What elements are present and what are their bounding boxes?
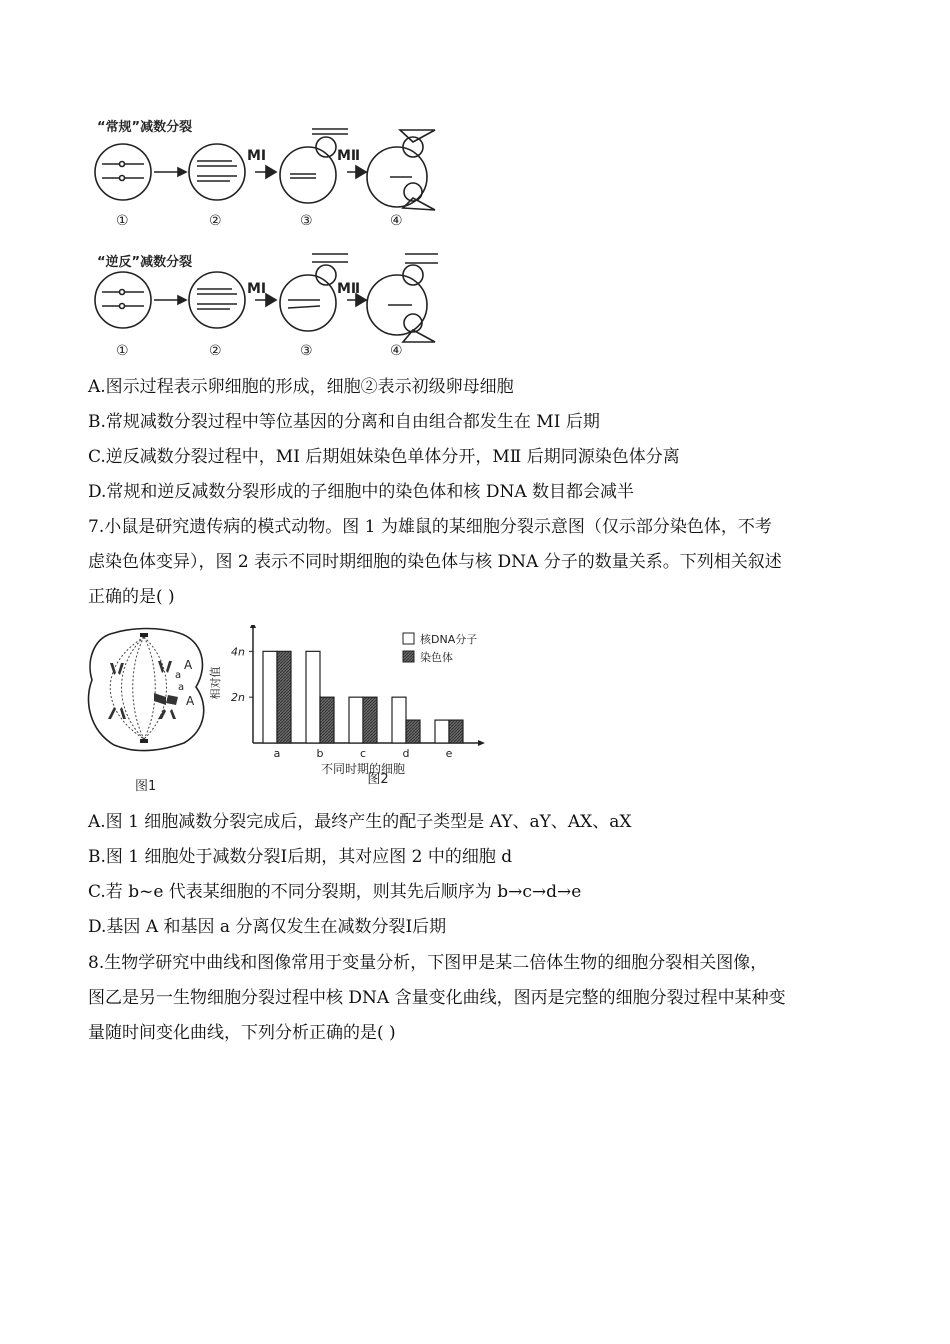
fig2-bar-chart [205, 625, 505, 795]
q8-stem-line-1: 8.生物学研究中曲线和图像常用于变量分析，下图甲是某二倍体生物的细胞分裂相关图像， [88, 953, 768, 973]
regular-label-3: ③ [300, 213, 313, 229]
bar-dna [263, 651, 277, 743]
regular-cell-1 [95, 144, 151, 200]
fig1-gene-label-A-top: A [184, 658, 193, 672]
reverse-meiosis-title: “逆反”减数分裂 [97, 255, 193, 270]
y-tick-label: 2n [231, 691, 245, 705]
regular-cell-3 [280, 147, 336, 203]
y-axis-label: 相对值 [209, 666, 222, 700]
bar-chromosome [406, 720, 420, 743]
bar-dna [306, 651, 320, 743]
x-tick-label: b [316, 747, 324, 760]
fig1-cell-division [84, 625, 209, 755]
x-axis-label: 不同时期的细胞 [320, 762, 406, 776]
regular-mi-label: MⅠ [247, 148, 267, 164]
regular-meiosis-title: “常规”减数分裂 [97, 120, 193, 135]
y-axis-arrow [250, 625, 256, 628]
y-tick-label: 4n [231, 645, 245, 659]
bar-dna [349, 697, 363, 743]
legend-swatch [403, 633, 414, 644]
x-tick-label: e [445, 747, 453, 760]
q6-option-c: C.逆反减数分裂过程中，MI 后期姐妹染色单体分开，MⅡ 后期同源染色体分离 [88, 447, 680, 467]
x-tick-label: c [359, 747, 367, 760]
regular-cell-2 [189, 144, 245, 200]
reverse-label-4: ④ [390, 343, 403, 359]
legend-swatch [403, 651, 414, 662]
bar-dna [392, 697, 406, 743]
q6-option-b: B.常规减数分裂过程中等位基因的分离和自由组合都发生在 MI 后期 [88, 412, 600, 432]
regular-mii-label: MⅡ [337, 148, 361, 164]
legend-label: 染色体 [420, 651, 453, 664]
bar-chromosome [449, 720, 463, 743]
fig1-caption: 图1 [135, 779, 157, 794]
bar-chromosome [320, 697, 334, 743]
reverse-cell-2 [189, 272, 245, 328]
q6-option-d: D.常规和逆反减数分裂形成的子细胞中的染色体和核 DNA 数目都会减半 [88, 482, 635, 502]
legend-label: 核DNA分子 [420, 633, 478, 646]
regular-label-1: ① [116, 213, 129, 229]
fig1-gene-label-A-bottom: A [186, 694, 195, 708]
bar-chromosome [277, 651, 291, 743]
reverse-mii-label: MⅡ [337, 281, 361, 297]
fig1-gene-label-a-bottom: a [178, 682, 185, 693]
reverse-cell-1 [95, 272, 151, 328]
reverse-label-2: ② [209, 343, 222, 359]
meiosis-diagram [90, 120, 450, 365]
x-axis-arrow [478, 740, 485, 746]
q7-option-a: A.图 1 细胞减数分裂完成后，最终产生的配子类型是 AY、aY、AX、aX [88, 812, 632, 832]
fig1-gene-label-a-top: a [175, 670, 182, 681]
q8-stem-line-2: 图乙是另一生物细胞分裂过程中核 DNA 含量变化曲线，图丙是完整的细胞分裂过程中某种变 [88, 988, 786, 1008]
bar-dna [435, 720, 449, 743]
reverse-mi-label: MⅠ [247, 281, 267, 297]
x-tick-label: a [273, 747, 281, 760]
reverse-label-3: ③ [300, 343, 313, 359]
q7-option-c: C.若 b~e 代表某细胞的不同分裂期，则其先后顺序为 b→c→d→e [88, 882, 582, 902]
reverse-cell-3 [280, 275, 336, 331]
q7-stem-line-3: 正确的是( ) [88, 587, 175, 607]
regular-label-4: ④ [390, 213, 403, 229]
q6-option-a: A.图示过程表示卵细胞的形成，细胞②表示初级卵母细胞 [88, 377, 514, 397]
q7-option-b: B.图 1 细胞处于减数分裂Ⅰ后期，其对应图 2 中的细胞 d [88, 847, 513, 867]
x-tick-label: d [402, 747, 410, 760]
fig2-caption: 图2 [367, 772, 389, 787]
q8-stem-line-3: 量随时间变化曲线，下列分析正确的是( ) [88, 1023, 396, 1043]
regular-label-2: ② [209, 213, 222, 229]
q7-option-d: D.基因 A 和基因 a 分离仅发生在减数分裂Ⅰ后期 [88, 917, 447, 937]
reverse-label-1: ① [116, 343, 129, 359]
bar-chromosome [363, 697, 377, 743]
q7-stem-line-1: 7.小鼠是研究遗传病的模式动物。图 1 为雄鼠的某细胞分裂示意图（仅示部分染色体，不考 [88, 517, 772, 537]
q7-stem-line-2: 虑染色体变异），图 2 表示不同时期细胞的染色体与核 DNA 分子的数量关系。下列相关叙述 [88, 552, 782, 572]
